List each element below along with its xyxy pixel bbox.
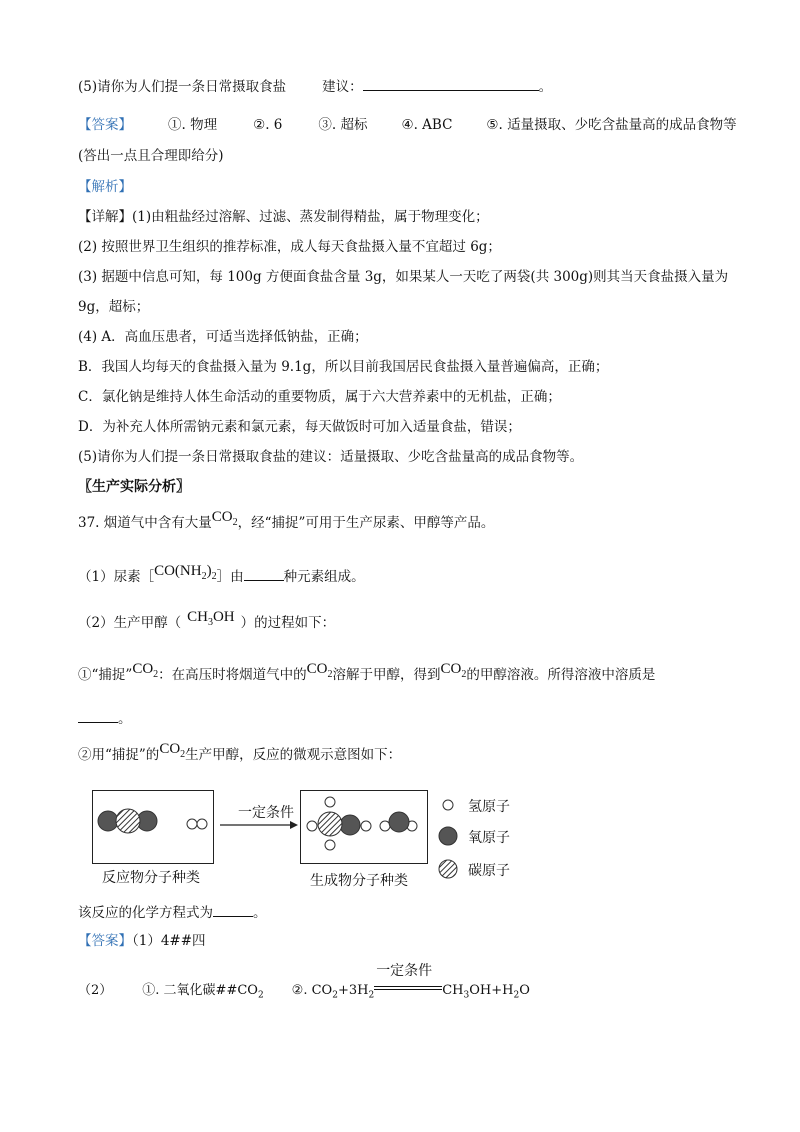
detail-line-1: 【详解】(1)由粗盐经过溶解、过滤、蒸发制得精盐，属于物理变化； bbox=[78, 209, 489, 225]
answer-item-2: ②. 6 bbox=[253, 117, 283, 133]
answer-line-1 bbox=[78, 116, 737, 134]
p1-c: 种元素组成。 bbox=[283, 569, 365, 585]
legend-hydrogen-icon bbox=[443, 800, 453, 810]
s1-b: ：在高压时将烟道气中的 bbox=[158, 667, 307, 683]
q37-step2 bbox=[78, 741, 402, 770]
s1-a: ①“捕捉” bbox=[78, 667, 133, 683]
q5-text: (5)请你为人们提一条日常摄取食盐 bbox=[78, 79, 287, 95]
legend-carbon-icon bbox=[439, 860, 457, 878]
s2-a: ②用“捕捉”的 bbox=[78, 747, 160, 763]
legend-carbon: 碳原子 bbox=[468, 863, 510, 879]
co2-molecule bbox=[98, 809, 157, 833]
answer2-part1: （1）4##四 bbox=[132, 933, 206, 949]
answer-blank[interactable] bbox=[244, 566, 284, 581]
analysis-tag: 【解析】 bbox=[78, 179, 132, 195]
arrow-label: 一定条件 bbox=[238, 805, 294, 821]
detail-line-4c: C．氯化钠是维持人体生命活动的重要物质，属于六大营养素中的无机盐，正确； bbox=[78, 389, 561, 405]
answer-blank[interactable] bbox=[213, 902, 253, 917]
answer-blank[interactable] bbox=[78, 708, 118, 723]
detail-line-4a: (4) A．高血压患者，可适当选择低钠盐，正确； bbox=[78, 329, 368, 345]
co2-formula: $CO_2$ bbox=[159, 741, 186, 760]
urea-formula: $CO(NH_2)_2$ bbox=[154, 563, 217, 582]
h2-molecule bbox=[187, 819, 207, 829]
methanol-formula: $CH_3OH$ bbox=[187, 609, 235, 628]
co2-formula: $CO_2$ bbox=[211, 509, 238, 528]
answer-blank[interactable] bbox=[363, 76, 539, 91]
methanol-molecule bbox=[307, 797, 371, 850]
p1-b: ］由 bbox=[216, 569, 244, 585]
answer-item-3: ③. 超标 bbox=[318, 117, 368, 133]
detail-line-3b: 9g，超标； bbox=[78, 299, 150, 315]
s1-c: 溶解于甲醇，得到 bbox=[332, 667, 441, 683]
q5-prompt bbox=[78, 76, 552, 96]
answer2-item1: ①. 二氧化碳##CO bbox=[142, 983, 258, 998]
p1-a: （1）尿素［ bbox=[78, 569, 155, 585]
s2-b: 生产甲醇，反应的微观示意图如下： bbox=[185, 747, 402, 763]
reaction-condition: 一定条件 bbox=[374, 982, 442, 1000]
q37-step1-blank bbox=[78, 708, 132, 728]
detail-line-4b: B．我国人均每天的食盐摄入量为 9.1g，所以目前我国居民食盐摄入量普遍偏高，正确； bbox=[78, 359, 609, 375]
legend-oxygen-icon bbox=[439, 827, 457, 845]
q37-step1 bbox=[78, 661, 656, 690]
diagram-svg bbox=[0, 780, 800, 880]
reactant-caption: 反应物分子种类 bbox=[102, 870, 200, 886]
co2-formula: $CO_2$ bbox=[306, 661, 333, 680]
co2-formula: $CO_2$ bbox=[440, 661, 467, 680]
answer2-item2: ②. CO bbox=[291, 983, 333, 998]
water-molecule bbox=[380, 812, 417, 832]
answer-tag: 【答案】 bbox=[78, 117, 132, 133]
q37-part1 bbox=[78, 563, 365, 592]
answer-tag: 【答案】 bbox=[78, 933, 132, 949]
answer-item-5: ⑤. 适量摄取、少吃含盐量高的成品食物等 bbox=[486, 117, 737, 133]
answer-item-4: ④. ABC bbox=[401, 117, 453, 133]
product-caption: 生成物分子种类 bbox=[310, 873, 408, 889]
s1-d: 的甲醇溶液。所得溶液中溶质是 bbox=[466, 667, 656, 683]
co2-formula: $CO_2$ bbox=[132, 661, 159, 680]
answer-note: (答出一点且合理即给分) bbox=[78, 148, 224, 164]
eq-end: 。 bbox=[253, 905, 267, 921]
detail-line-2: (2) 按照世界卫生组织的推荐标准，成人每天食盐摄入量不宜超过 6g； bbox=[78, 239, 501, 255]
q5-mid: 建议： bbox=[322, 79, 363, 95]
detail-line-5: (5)请你为人们提一条日常摄取食盐的建议：适量摄取、少吃含盐量高的成品食物等。 bbox=[78, 449, 584, 465]
detail-line-4d: D．为补充人体所需钠元素和氯元素，每天做饭时可加入适量食盐，错误； bbox=[78, 419, 521, 435]
q37-stem-a: 37. 烟道气中含有大量 bbox=[78, 515, 212, 531]
q37-stem-b: ，经“捕捉”可用于生产尿素、甲醇等产品。 bbox=[237, 515, 495, 531]
p2-b: ）的过程如下： bbox=[240, 615, 336, 631]
q37-part2 bbox=[78, 609, 336, 638]
section-title: 〖生产实际分析〗 bbox=[78, 479, 190, 495]
p2-tag: （2） bbox=[78, 983, 113, 998]
eq-prompt-text: 该反应的化学方程式为 bbox=[78, 905, 213, 921]
s1-end: 。 bbox=[118, 711, 132, 727]
equation-prompt bbox=[78, 902, 267, 922]
answer-item-1: ①. 物理 bbox=[168, 117, 218, 133]
legend-hydrogen: 氢原子 bbox=[468, 799, 510, 815]
answer-line-2 bbox=[78, 932, 206, 950]
q37-stem bbox=[78, 509, 495, 538]
legend-oxygen: 氧原子 bbox=[468, 830, 510, 846]
q5-end: 。 bbox=[538, 79, 553, 95]
answer2-part2: （2） ①. 二氧化碳$\#\#CO_2$ ②. $CO_2+3H_2$ 一定条件 $CH_3OH+H_2O$ bbox=[78, 963, 530, 1001]
p2-a: （2）生产甲醇（ bbox=[78, 615, 182, 631]
detail-line-3a: (3) 据题中信息可知，每 100g 方便面食盐含量 3g，如果某人一天吃了两袋(共 300g)则其当天食盐摄入量为 bbox=[78, 269, 729, 285]
